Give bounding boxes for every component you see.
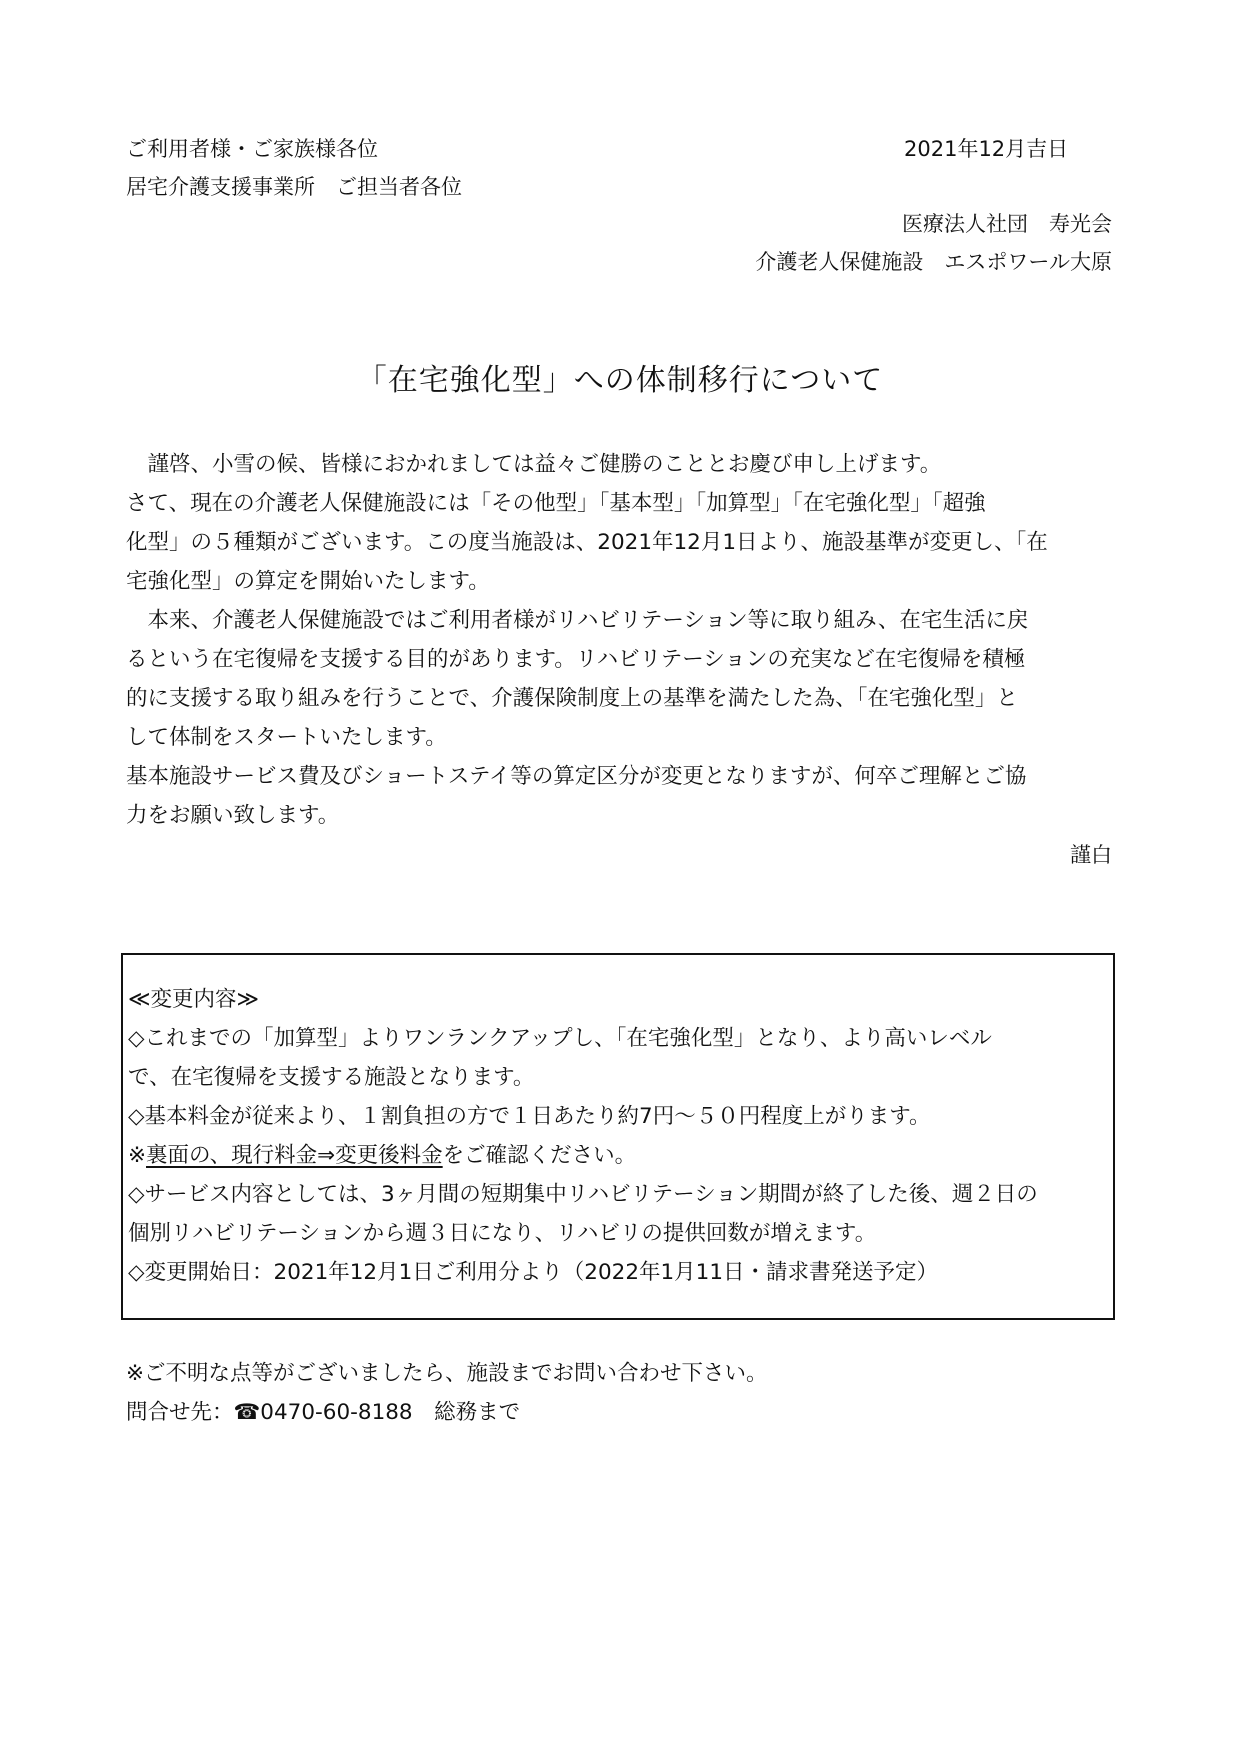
changes-line: ◇基本料金が従来より、１割負担の方で１日あたり約7円～５０円程度上がります。 bbox=[128, 1104, 931, 1129]
body-line: 謹啓、小雪の候、皆様におかれましては益々ご健勝のこととお慶び申し上げます。 bbox=[126, 452, 942, 477]
body-line: 基本施設サービス費及びショートステイ等の算定区分が変更となりますが、何卒ご理解とご協 bbox=[126, 764, 1027, 789]
document-title: 「在宅強化型」への体制移行について bbox=[356, 363, 884, 398]
body-line: 本来、介護老人保健施設ではご利用者様がリハビリテーション等に取り組み、在宅生活に戻 bbox=[126, 608, 1029, 633]
body-line: 宅強化型」の算定を開始いたします。 bbox=[126, 569, 490, 594]
contact-department: 総務まで bbox=[412, 1400, 521, 1425]
body-line: 化型」の５種類がございます。この度当施設は、2021年12月1日より、施設基準が変更し、「在 bbox=[126, 530, 1048, 555]
body-line: 力をお願い致します。 bbox=[126, 803, 340, 828]
note-underlined-text: 裏面の、現行料金⇒変更後料金 bbox=[146, 1143, 443, 1168]
changes-heading: ≪変更内容≫ bbox=[128, 987, 260, 1012]
contact-label: 問合せ先： bbox=[126, 1400, 234, 1425]
document-date: 2021年12月吉日 bbox=[904, 137, 1069, 161]
changes-line: ◇これまでの「加算型」よりワンランクアップし、「在宅強化型」となり、より高いレベル bbox=[128, 1026, 992, 1051]
changes-line: ◇サービス内容としては、3ヶ月間の短期集中リハビリテーション期間が終了した後、週２日の bbox=[128, 1182, 1038, 1207]
closing-word: 謹白 bbox=[1070, 843, 1112, 867]
recipient-line-1: ご利用者様・ご家族様各位 bbox=[126, 137, 378, 161]
recipient-line-2: 居宅介護支援事業所 ご担当者各位 bbox=[126, 175, 462, 199]
phone-number: 0470-60-8188 bbox=[260, 1400, 413, 1425]
sender-organization: 医療法人社団 寿光会 bbox=[902, 212, 1112, 236]
phone-icon: ☎ bbox=[233, 1400, 261, 1425]
sender-facility: 介護老人保健施設 エスポワール大原 bbox=[755, 250, 1112, 274]
changes-line: ◇変更開始日：2021年12月1日ご利用分より（2022年1月11日・請求書発送予定） bbox=[128, 1260, 939, 1285]
contact-line bbox=[126, 1402, 520, 1424]
inquiry-note: ※ご不明な点等がございましたら、施設までお問い合わせ下さい。 bbox=[126, 1361, 768, 1386]
changes-line: 個別リハビリテーションから週３日になり、リハビリの提供回数が増えます。 bbox=[128, 1221, 877, 1246]
body-line: して体制をスタートいたします。 bbox=[126, 725, 447, 750]
body-line: 的に支援する取り組みを行うことで、介護保険制度上の基準を満たした為、「在宅強化型」と bbox=[126, 686, 1018, 711]
body-line: るという在宅復帰を支援する目的があります。リハビリテーションの充実など在宅復帰を積極 bbox=[126, 647, 1026, 672]
note-suffix: をご確認ください。 bbox=[442, 1143, 637, 1168]
changes-note bbox=[128, 1145, 636, 1167]
note-prefix: ※ bbox=[128, 1143, 147, 1168]
body-line: さて、現在の介護老人保健施設には「その他型」「基本型」「加算型」「在宅強化型」「超強 bbox=[126, 491, 986, 516]
changes-line: で、在宅復帰を支援する施設となります。 bbox=[128, 1065, 535, 1090]
